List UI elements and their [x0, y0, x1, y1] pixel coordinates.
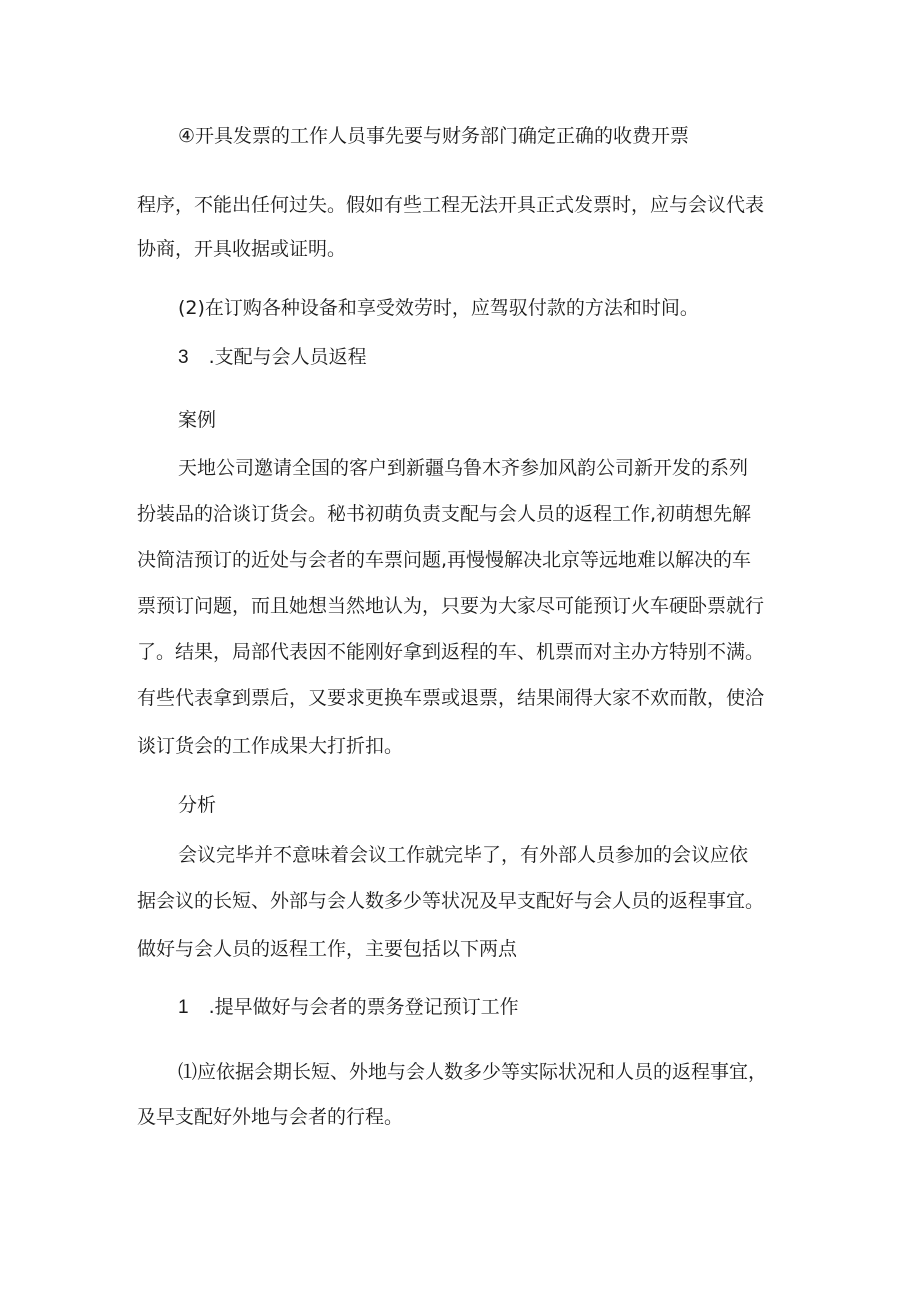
- case-line-2: 扮装品的洽谈订货会。秘书初萌负责支配与会人员的返程工作,初萌想先解: [137, 503, 752, 525]
- section-heading-1: [178, 995, 519, 1019]
- case-line-4: 票预订问题，而且她想当然地认为，只要为大家尽可能预订火车硬卧票就行: [137, 595, 765, 617]
- subsection-number: 1: [178, 997, 189, 1018]
- case-line-1: 天地公司邀请全国的客户到新疆乌鲁木齐参加风韵公司新开发的系列: [178, 457, 749, 479]
- case-line-6: 有些代表拿到票后，又要求更换车票或退票，结果闹得大家不欢而散，使洽: [137, 687, 765, 709]
- case-line-7: 谈订货会的工作成果大打折扣。: [137, 735, 404, 757]
- section-heading-3: [178, 345, 367, 369]
- section-number: 3: [178, 347, 189, 368]
- analysis-line-3: 做好与会人员的返程工作，主要包括以下两点: [137, 938, 518, 960]
- paragraph-payment: (2)在订购各种设备和享受效劳时，应驾驭付款的方法和时间。: [178, 297, 699, 319]
- case-line-3: 决简洁预订的近处与会者的车票问题,再慢慢解决北京等远地难以解决的车: [137, 549, 752, 571]
- paragraph-invoice-line-1: ④开具发票的工作人员事先要与财务部门确定正确的收费开票: [178, 125, 690, 147]
- analysis-line-2: 据会议的长短、外部与会人数多少等状况及早支配好与会人员的返程事宜。: [137, 890, 765, 912]
- analysis-line-1: 会议完毕并不意味着会议工作就完毕了，有外部人员参加的会议应依: [178, 844, 749, 866]
- section-title: .支配与会人员返程: [208, 346, 367, 368]
- paragraph-invoice-line-2: 程序，不能出任何过失。假如有些工程无法开具正式发票时，应与会议代表: [137, 194, 765, 216]
- paragraph-invoice-line-3: 协商，开具收据或证明。: [137, 238, 347, 260]
- analysis-label: 分析: [178, 794, 217, 816]
- case-label: 案例: [178, 409, 217, 431]
- final-line-1: ⑴应依据会期长短、外地与会人数多少等实际状况和人员的返程事宜，: [178, 1061, 768, 1083]
- subsection-title: .提早做好与会者的票务登记预订工作: [208, 996, 519, 1018]
- case-line-5: 了。结果，局部代表因不能刚好拿到返程的车、机票而对主办方特别不满。: [137, 641, 765, 663]
- final-line-2: 及早支配好外地与会者的行程。: [137, 1106, 404, 1128]
